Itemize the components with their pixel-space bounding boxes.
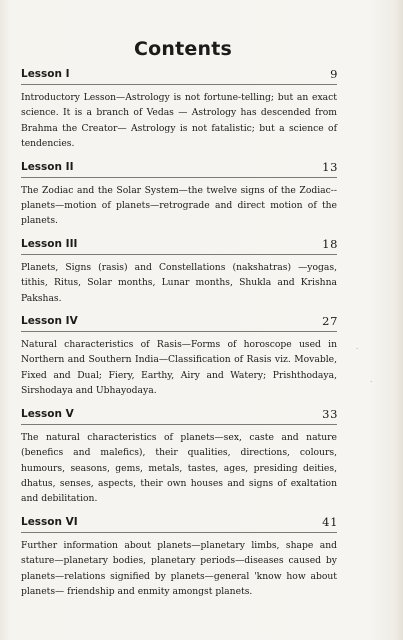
divider (21, 254, 337, 255)
lesson-page-number: 27 (322, 314, 338, 329)
lesson-description: The Zodiac and the Solar System—the twelve signs of the Zodiac--planets—motion of planets—retrograde and direct motion of the planets. (21, 184, 337, 227)
divider (21, 331, 337, 332)
lesson-heading (21, 237, 337, 251)
page-title: Contents (133, 38, 232, 60)
lesson-page-number: 18 (322, 236, 338, 251)
lesson-entry-3 (21, 237, 337, 306)
lesson-entry-1 (21, 67, 337, 152)
divider (21, 177, 337, 178)
lesson-entry-2 (21, 160, 337, 229)
lesson-description: Further information about planets—planetary limbs, shape and stature—planetary bodies, planetary periods—diseases caused by planets—relations signified by planets—general 'know how about planets— friendship and enmity amongst planets. (21, 539, 337, 597)
lesson-page-number: 9 (330, 67, 338, 81)
lesson-entry-4 (21, 314, 337, 399)
lesson-title: Lesson I (21, 68, 70, 80)
lesson-description: The natural characteristics of planets—sex, caste and nature (benefics and malefics), their qualities, directions, colours, humours, seasons, gems, metals, tastes, ages, presiding deities, dhatus, senses, aspects, their own houses and signs of exaltation and debilitation. (21, 431, 337, 505)
lesson-title: Lesson VI (21, 515, 78, 528)
lesson-heading (21, 314, 337, 328)
lesson-page-number: 13 (322, 159, 338, 174)
lesson-heading (21, 160, 337, 174)
lesson-heading (21, 67, 337, 81)
lesson-entry-5 (21, 407, 337, 507)
lesson-entry-6 (21, 515, 337, 600)
lesson-title: Lesson V (21, 407, 74, 420)
divider (21, 424, 337, 425)
lesson-description: Planets, Signs (rasis) and Constellations (nakshatras) —yogas, tithis, Ritus, Solar months, Lunar months, Shukla and Krishna Pakshas. (21, 261, 337, 304)
paper-speck: · (370, 378, 373, 386)
lesson-title: Lesson III (21, 237, 78, 250)
lesson-page-number: 41 (322, 514, 338, 529)
lesson-description: Introductory Lesson—Astrology is not fortune-telling; but an exact science. It is a branch of Vedas — Astrology has descended from Brahma the Creator— Astrology is not fatalistic; but a science of tendencies. (21, 92, 337, 150)
lesson-description: Natural characteristics of Rasis—Forms of horoscope used in Northern and Southern India—Classification of Rasis viz. Movable, Fixed and Dual; Fiery, Earthy, Airy and Watery; Prishthodaya, Sirshodaya and Ubhayodaya. (21, 339, 337, 397)
contents-list (21, 38, 337, 599)
lesson-heading (21, 515, 337, 529)
lesson-title: Lesson IV (21, 315, 78, 328)
lesson-title: Lesson II (21, 160, 74, 173)
lesson-heading (21, 407, 337, 421)
paper-speck: · (356, 345, 359, 353)
divider (21, 84, 337, 85)
lesson-page-number: 33 (322, 406, 338, 421)
divider (21, 532, 337, 533)
